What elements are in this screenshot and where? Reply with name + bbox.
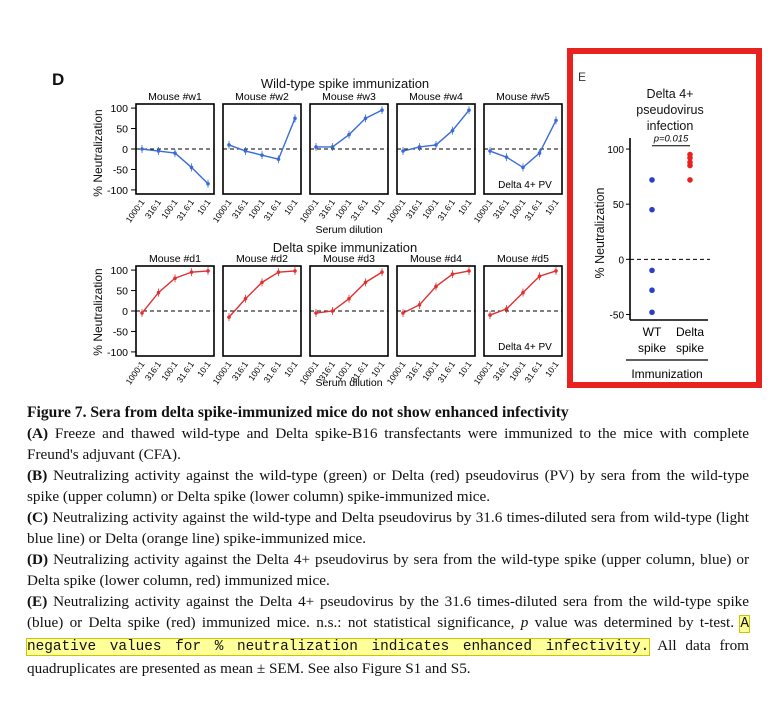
wt-mouse-label: Mouse #w2 [235,91,289,103]
e-group2-line1: Delta [675,325,705,339]
delta-series-line [403,271,469,313]
delta-xtick-label: 100:1 [333,359,354,383]
wt-xtick-label: 1000:1 [297,197,321,225]
caption-e-label: (E) [27,593,48,610]
delta-xtick-label: 1000:1 [210,359,234,387]
delta-xtick-label: 31.6:1 [348,359,371,385]
delta-xtick-label: 31.6:1 [261,359,284,385]
wt-xtick-label: 10:1 [542,197,561,217]
e-wt-point [649,207,655,213]
e-xlabel: Immunization [631,367,703,381]
delta-xtick-label: 1000:1 [471,359,495,387]
wt-xtick-label: 10:1 [281,197,300,217]
wt-xtick-label: 10:1 [368,197,387,217]
caption-b-label: (B) [27,467,48,484]
wt-ytick-label: -100 [106,184,128,197]
delta-xtick-label: 10:1 [455,359,474,379]
wt-pv-label: Delta 4+ PV [498,180,552,191]
wt-xtick-label: 10:1 [194,197,213,217]
wt-ytick-label: -50 [112,164,128,177]
e-wt-point [649,177,655,183]
caption-d-text: Neutralizing activity against the Delta 4+ pseudovirus by sera from the wild-type spike (upper column, blue) or Delta spike (lower column, red) immunized mice. [27,551,749,589]
wt-xtick-label: 1000:1 [471,197,495,225]
wt-xtick-label: 1000:1 [384,197,408,225]
e-group2-line2: spike [675,341,705,355]
caption-p-italic: p [520,614,529,631]
delta-ytick-label: 100 [110,265,128,278]
wt-series-line [316,110,382,147]
delta-xtick-label: 10:1 [368,359,387,379]
caption-b [27,465,749,507]
delta-xlabel: Serum dilution [315,377,383,389]
panel-e-title-line3: infection [646,119,694,133]
delta-xtick-label: 316:1 [229,359,251,383]
e-group1-line2: spike [637,341,667,355]
figure-d-charts [0,0,570,400]
e-ytick-label: 100 [607,145,624,157]
wt-ytick-label: 50 [116,123,128,136]
wt-xtick-label: 100:1 [159,197,180,221]
caption-e-text2: value was determined by t-test. [534,614,735,631]
delta-series-line [316,272,382,313]
delta-mouse-label: Mouse #d1 [149,253,201,265]
delta-xtick-label: 10:1 [281,359,300,379]
wt-mouse-label: Mouse #w3 [322,91,376,103]
caption-a-text: Freeze and thawed wild-type and Delta spike-B16 transfectants were immunized to the mice with complete Freund's adjuvant (CFA). [27,425,750,463]
wt-xtick-label: 31.6:1 [348,197,371,223]
wt-xtick-label: 316:1 [142,197,164,221]
delta-mouse-label: Mouse #d2 [236,253,288,265]
e-ytick-label: -50 [609,310,624,322]
delta-xtick-label: 100:1 [420,359,441,383]
e-ytick-label: 0 [618,255,624,267]
caption-e [27,591,749,679]
caption-c-text: Neutralizing activity against the wild-type and Delta pseudovirus by 31.6 times-diluted sera from wild-type (light blue line) or Delta (orange line) spike-immunized mice. [27,509,749,547]
wt-xtick-label: 31.6:1 [435,197,458,223]
wt-row-title: Wild-type spike immunization [260,76,430,91]
panel-e-ylabel: % Neutralization [593,187,607,279]
delta-xtick-label: 316:1 [490,359,512,383]
delta-xtick-label: 1000:1 [297,359,321,387]
delta-xtick-label: 31.6:1 [435,359,458,385]
e-delta-point [687,163,693,169]
e-ytick-label: 50 [612,200,624,212]
delta-mouse-label: Mouse #d5 [497,253,549,265]
caption-a [27,423,749,465]
panel-label-d: D [52,70,65,89]
delta-row-title: Delta spike immunization [272,240,418,255]
wt-xtick-label: 316:1 [403,197,425,221]
wt-xlabel: Serum dilution [315,224,383,236]
wt-ytick-label: 0 [122,144,128,156]
wt-xtick-label: 31.6:1 [522,197,545,223]
caption-e-text: Neutralizing activity against the Delta 4+ pseudovirus by the 31.6 times-diluted sera from the wild-type spike (blue) or Delta spike (red) immunized mice. n.s.: not statistical significance, [27,593,750,631]
delta-mouse-label: Mouse #d3 [323,253,375,265]
delta-ytick-label: 50 [116,285,128,298]
delta-xtick-label: 31.6:1 [174,359,197,385]
caption-c [27,507,749,549]
delta-xtick-label: 1000:1 [123,359,147,387]
caption-highlight: A negative values for % neutralization indicates enhanced infectivity. [27,616,749,655]
wt-xtick-label: 316:1 [229,197,251,221]
wt-mouse-label: Mouse #w1 [148,91,202,103]
delta-xtick-label: 1000:1 [384,359,408,387]
delta-series-line [229,271,295,317]
delta-xtick-label: 10:1 [194,359,213,379]
figure-caption [27,402,749,679]
wt-xtick-label: 10:1 [455,197,474,217]
delta-xtick-label: 31.6:1 [522,359,545,385]
e-wt-point [649,268,655,274]
caption-a-label: (A) [27,425,49,442]
delta-mouse-label: Mouse #d4 [410,253,462,265]
delta-xtick-label: 316:1 [403,359,425,383]
wt-row-ylabel: % Neutralization [91,109,105,197]
delta-ytick-label: -50 [112,326,128,339]
panel-e-chart [590,130,740,385]
delta-pv-label: Delta 4+ PV [498,342,552,353]
wt-series-line [490,120,556,167]
delta-xtick-label: 100:1 [246,359,267,383]
delta-ytick-label: -100 [106,346,128,359]
e-group1-line1: WT [642,325,662,339]
delta-ytick-label: 0 [122,306,128,318]
wt-xtick-label: 316:1 [490,197,512,221]
delta-row-ylabel: % Neutralization [91,268,105,356]
panel-e-title-line1: Delta 4+ [646,87,694,101]
delta-xtick-label: 100:1 [159,359,180,383]
delta-xtick-label: 316:1 [142,359,164,383]
e-wt-point [649,309,655,315]
caption-b-text: Neutralizing activity against the wild-type (green) or Delta (red) pseudovirus (PV) by sera from the wild-type spike (upper column) or Delta spike (lower column) spike-immunized mice. [27,467,750,505]
wt-xtick-label: 100:1 [420,197,441,221]
wt-mouse-label: Mouse #w4 [409,91,463,103]
e-delta-point [687,177,693,183]
wt-xtick-label: 100:1 [333,197,354,221]
caption-title: Figure 7. Sera from delta spike-immunized mice do not show enhanced infectivity [27,404,569,421]
e-pvalue: p=0.015 [653,133,689,145]
delta-xtick-label: 316:1 [316,359,338,383]
caption-c-label: (C) [27,509,49,526]
wt-xtick-label: 31.6:1 [174,197,197,223]
caption-d [27,549,749,591]
wt-xtick-label: 316:1 [316,197,338,221]
panel-e-title-line2: pseudovirus [636,103,704,117]
caption-d-label: (D) [27,551,49,568]
delta-xtick-label: 100:1 [507,359,528,383]
wt-xtick-label: 100:1 [246,197,267,221]
e-wt-point [649,287,655,293]
panel-e-title [600,86,740,134]
wt-xtick-label: 1000:1 [123,197,147,225]
wt-xtick-label: 31.6:1 [261,197,284,223]
wt-ytick-label: 100 [110,103,128,116]
caption-tail: All data from quadruplicates are presented as mean ± SEM. See also Figure S1 and S5. [27,637,749,677]
delta-xtick-label: 10:1 [542,359,561,379]
wt-xtick-label: 100:1 [507,197,528,221]
panel-e-cut-letter: E [578,70,587,84]
wt-xtick-label: 1000:1 [210,197,234,225]
wt-mouse-label: Mouse #w5 [496,91,550,103]
